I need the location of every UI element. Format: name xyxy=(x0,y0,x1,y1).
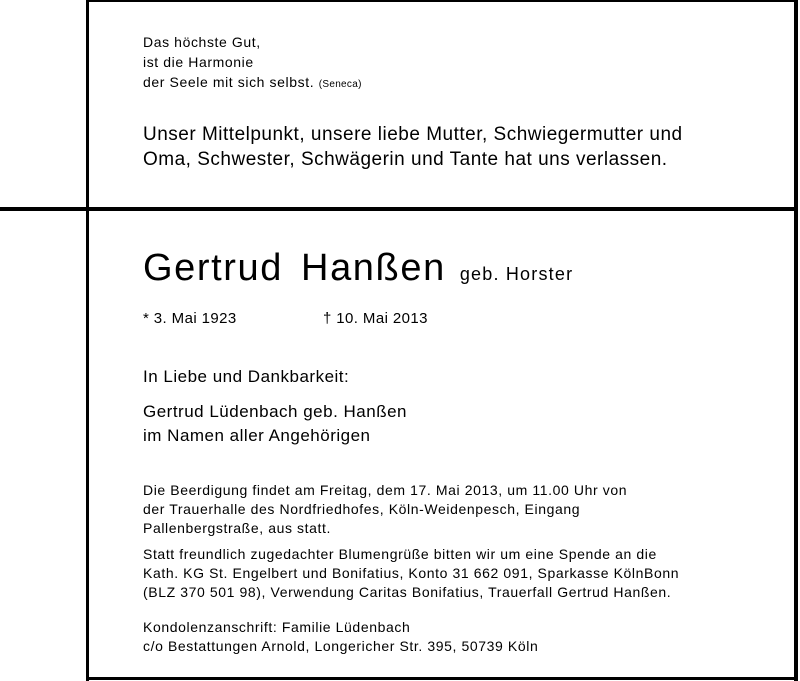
donation-line: Statt freundlich zugedachter Blumengrüße bitten wir um eine Spende an die xyxy=(143,546,657,562)
thanks-heading: In Liebe und Dankbarkeit: xyxy=(143,367,350,386)
donation-info xyxy=(143,545,679,602)
intro-line: Oma, Schwester, Schwägerin und Tante hat uns verlassen. xyxy=(143,149,668,170)
signatory-line: im Namen aller Angehörigen xyxy=(143,426,371,445)
intro-line: Unser Mittelpunkt, unsere liebe Mutter, Schwiegermutter und xyxy=(143,124,683,145)
burial-line: Die Beerdigung findet am Freitag, dem 17. Mai 2013, um 11.00 Uhr von xyxy=(143,482,628,498)
deceased-name xyxy=(143,246,573,296)
signatory-line: Gertrud Lüdenbach geb. Hanßen xyxy=(143,402,408,421)
last-name: Hanßen xyxy=(301,247,446,289)
burial-line: der Trauerhalle des Nordfriedhofes, Köln-Weidenpesch, Eingang xyxy=(143,501,581,517)
frame-bottom-border xyxy=(86,677,798,680)
donation-line: Kath. KG St. Engelbert und Bonifatius, Konto 31 662 091, Sparkasse KölnBonn xyxy=(143,565,680,581)
death-date: † 10. Mai 2013 xyxy=(323,310,428,327)
burial-line: Pallenbergstraße, aus statt. xyxy=(143,520,331,536)
birth-date: * 3. Mai 1923 xyxy=(143,310,237,327)
condolence-line: c/o Bestattungen Arnold, Longericher Str. 395, 50739 Köln xyxy=(143,638,539,654)
burial-info xyxy=(143,481,627,538)
life-dates xyxy=(143,309,428,329)
quote-line xyxy=(143,72,362,95)
announcement-intro xyxy=(143,122,683,172)
epigraph-quote xyxy=(143,32,362,95)
first-name: Gertrud xyxy=(143,247,284,289)
quote-line: Das höchste Gut, xyxy=(143,34,261,50)
section-divider xyxy=(0,207,798,211)
frame-right-border xyxy=(794,0,798,681)
quote-line: ist die Harmonie xyxy=(143,54,254,70)
condolence-line: Kondolenzanschrift: Familie Lüdenbach xyxy=(143,619,411,635)
quote-source: (Seneca) xyxy=(318,79,362,90)
frame-left-border xyxy=(86,0,89,681)
quote-line-text: der Seele mit sich selbst. xyxy=(143,74,315,90)
condolence-address xyxy=(143,618,538,656)
donation-line: (BLZ 370 501 98), Verwendung Caritas Bonifatius, Trauerfall Gertrud Hanßen. xyxy=(143,584,672,600)
frame-top-border xyxy=(86,0,798,2)
signatories xyxy=(143,400,407,448)
maiden-name: geb. Horster xyxy=(459,264,574,284)
